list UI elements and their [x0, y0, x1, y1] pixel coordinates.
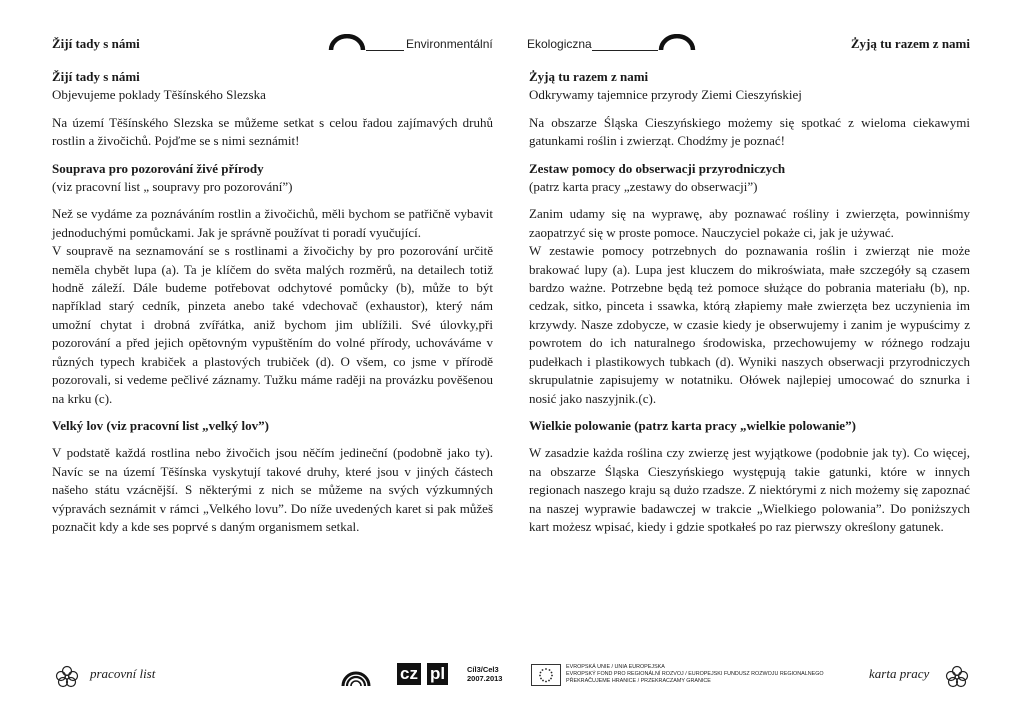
cil-line1: Cíl3/Cel3 — [467, 665, 499, 674]
flower-icon-left — [54, 664, 80, 690]
right-section1-p1: Zanim udamy się na wyprawę, aby poznawać rośliny i zwierzęta, powinniśmy zaopatrzyć się w proste pomoce. Nauczyciel pokaże ci, jak je używać. — [529, 206, 970, 240]
header-arc-right-icon — [658, 34, 698, 52]
right-subtitle: Odkrywamy tajemnice przyrody Ziemi Cieszyńskiej — [529, 87, 802, 103]
logo-cz: cz — [397, 663, 421, 685]
header-rule-right — [592, 50, 658, 51]
right-section2-p1: W zasadzie każda roślina czy zwierzę jest wyjątkowe (podobnie jak ty). Co więcej, na obszarze Śląska Cieszyńskiego występują takie gatunki, które w innych regionach naszego kraju są dużo rzadsze. Z niektórymi z nich możemy się zapoznać na naszej wyprawie badawczej w trakcie „Wielkiego polowania”. Do poniższych kart możesz wpisać, kiedy i gdzie spotkałeś po raz pierwszy określony gatunek. — [529, 445, 970, 534]
header-arc-left-icon — [328, 34, 368, 52]
footer-label-worksheet-cz: pracovní list — [90, 666, 156, 681]
left-section1-p2: V soupravě na seznamování se s rostlinami a živočichy by pro pozorování určitě neměla chybět lupa (a). Ta je klíčem do světa malých rozměrů, na detailech totiž hodně záleží. Dále budeme potřebovat odchytové pomůcky (b), může to být například starý cedník, pinzeta anebo také vdechovač (exhaustor), který nám umožní chytat i drobná zvířátka, aniž bychom jim ublížili. Své úlovky,při pozorování a před jejich opětovným vypuštěním do volné přírody, uchováváme v různých typech krabiček a plastových trubiček (d). O všem, co jsme v přírodě pozorovali, si vedeme pečlivé záznamy. Tužku máme raději na provázku pověšenou na krku (c). — [52, 243, 493, 406]
flower-icon-right — [944, 664, 970, 690]
logo-pl: pl — [427, 663, 448, 685]
left-section2-heading: Velký lov (viz pracovní list „velký lov”) — [52, 417, 269, 433]
left-section1-heading: Souprava pro pozorování živé přírody — [52, 160, 264, 176]
header-rule-left — [366, 50, 404, 51]
left-section1-p1: Než se vydáme za poznáváním rostlin a živočichů, měli bychom se patřičně vybavit jednoduchými pomůckami. Jak je správně používat ti poradí vyučující. — [52, 206, 493, 240]
right-intro: Na obszarze Śląska Cieszyńskiego możemy się spotkać z wieloma ciekawymi gatunkami roślin i zwierząt. Chodźmy je poznać! — [529, 114, 970, 149]
right-section2-heading: Wielkie polowanie (patrz karta pracy „wielkie polowanie”) — [529, 417, 856, 433]
right-column-pl — [529, 68, 970, 536]
right-section1-p2: W zestawie pomocy potrzebnych do poznawania roślin i zwierząt nie może brakować lupy (a). Lupa jest kluczem do mikroświata, małe szczegóły są czasem bardzo ważne. Potrzebne będą też pomoce służące do pobrania materiału (b), np. cedzak, sitko, pinceta i ssawka, którą złapiemy małe zwierzęta bez uczynienia im krzywdy. Nasze zdobycze, w czasie kiedy je obserwujemy i zanim je wypuścimy z powrotem do ich naturalnego środowiska, przechowujemy w różnego rodzaju pudełkach i plastikowych tubkach (d). Wyniki naszych obserwacji przyrodniczych skrupulatnie zapisujemy w notatniku. Ołówek najlepiej umocować do sznurka i nosić jako naszyjnik.(c). — [529, 243, 970, 406]
eu-line3: PŘEKRAČUJEME HRANICE / PRZEKRACZAMY GRANICE — [566, 678, 711, 685]
cil-line2: 2007.2013 — [467, 673, 503, 683]
left-title: Žijí tady s námi — [52, 69, 140, 84]
header-ecological-label: Ekologiczna — [527, 37, 592, 51]
eu-funding-text — [566, 664, 824, 686]
arcs-logo-icon — [339, 666, 373, 688]
left-intro: Na území Těšínského Slezska se můžeme setkat s celou řadou zajímavých druhů rostlin a živočichů. Pojďme se s nimi seznámit! — [52, 114, 493, 149]
left-section2-p1: V podstatě každá rostlina nebo živočich jsou něčím jedineční (podobně jako ty). Navíc se na území Těšínska vyskytují takové druhy, které jsou v jiných částech našeho státu vzácnější. S některými z nich se můžeme na svých výzkumných výpravách seznámit v rámci „Velkého lovu”. Do níže uvedených karet si pak můžeš poznačit kdy a kde ses poprvé s daným organismem setkal. — [52, 445, 493, 534]
eu-line2: EVROPSKÝ FOND PRO REGIONÁLNÍ ROZVOJ / EUROPEJSKI FUNDUSZ ROZWOJU REGIONALNEGO — [566, 671, 824, 678]
right-section1-note: (patrz karta pracy „zestawy do obserwacji”) — [529, 179, 758, 195]
header-title-right: Żyją tu razem z nami — [850, 36, 970, 51]
left-subtitle: Objevujeme poklady Těšínského Slezska — [52, 87, 266, 103]
right-section1-heading: Zestaw pomocy do obserwacji przyrodniczych — [529, 160, 786, 176]
header-title-left: Žijí tady s námi — [52, 36, 140, 51]
eu-line1: EVROPSKÁ UNIE / UNIA EUROPEJSKA — [566, 664, 665, 670]
eu-flag-icon — [531, 664, 561, 686]
cz-pl-logo — [397, 663, 448, 685]
header-environmental-label: Environmentální — [406, 37, 493, 51]
left-column-cz — [52, 68, 493, 536]
right-title: Żyją tu razem z nami — [529, 69, 649, 84]
left-section1-note: (viz pracovní list „ soupravy pro pozorování”) — [52, 179, 293, 195]
footer-label-worksheet-pl: karta pracy — [869, 666, 930, 681]
cil-logo-text — [467, 666, 502, 683]
